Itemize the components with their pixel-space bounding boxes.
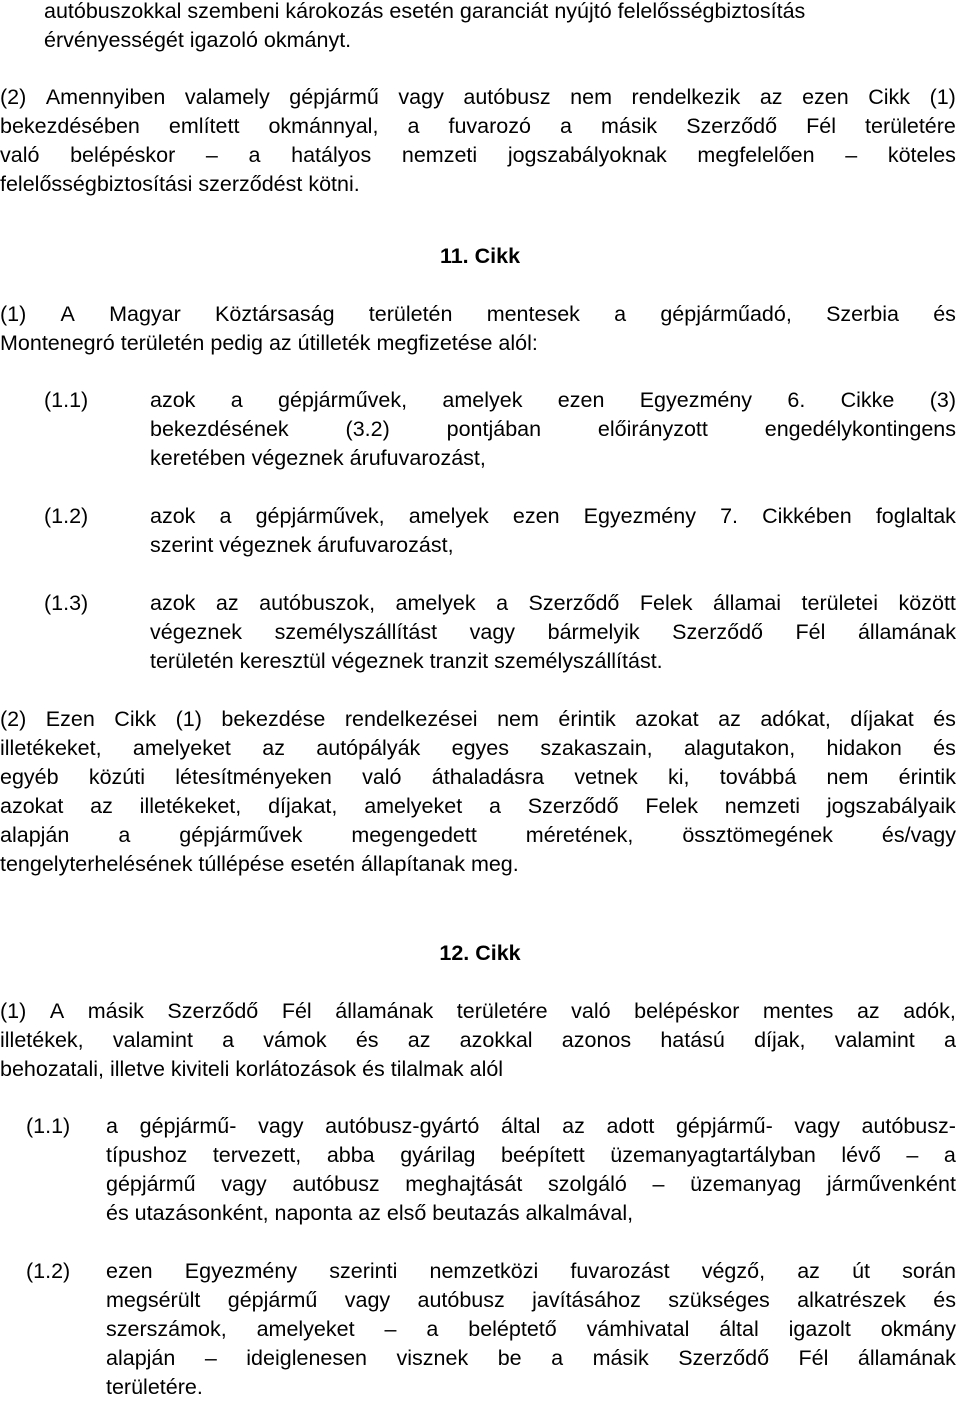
text-line: azokat az illetékeket, díjakat, amelyeket a Szerződő Felek nemzeti jogszabályaik [0, 794, 956, 818]
text-line: érvényességét igazoló okmányt. [44, 28, 352, 52]
text-line: alapján – ideiglenesen visznek be a másik Szerződő Fél államának [106, 1346, 956, 1370]
text-line: és utazásonként, naponta az első beutazás alkalmával, [106, 1201, 634, 1225]
text-line: gépjármű vagy autóbusz meghajtását szolgáló – üzemanyag járművenként [106, 1172, 956, 1196]
item-number: (1.3) [44, 591, 89, 615]
text-line: azok a gépjárművek, amelyek ezen Egyezmény 6. Cikke (3) [150, 388, 956, 412]
text-line: alapján a gépjárművek megengedett méretének, össztömegének és/vagy [0, 823, 956, 847]
text-line: bekezdésének (3.2) pontjában előirányzott engedélykontingens [150, 417, 956, 441]
text-line: tengelyterhelésének túllépése esetén állapítanak meg. [0, 852, 519, 876]
section-heading: 12. Cikk [439, 941, 521, 965]
item-number: (1.2) [26, 1259, 71, 1283]
text-line: végeznek személyszállítást vagy bármelyik Szerződő Fél államának [150, 620, 956, 644]
text-line: területén keresztül végeznek tranzit személyszállítást. [150, 649, 663, 673]
text-line: felelősségbiztosítási szerződést kötni. [0, 172, 360, 196]
text-line: való belépéskor – a hatályos nemzeti jogszabályoknak megfelelően – köteles [0, 143, 956, 167]
text-line: típushoz tervezett, abba gyárilag beépített üzemanyagtartályban lévő – a [106, 1143, 956, 1167]
item-number: (1.1) [26, 1114, 71, 1138]
text-line: illetékeket, amelyeket az autópályák egyes szakaszain, alagutakon, hidakon és [0, 736, 956, 760]
text-line: (1) A másik Szerződő Fél államának területére való belépéskor mentes az adók, [0, 999, 956, 1023]
text-line: szerszámok, amelyeket – a beléptető vámhivatal által igazolt okmány [106, 1317, 956, 1341]
text-line: bekezdésében említett okmánnyal, a fuvarozó a másik Szerződő Fél területére [0, 114, 956, 138]
item-number: (1.1) [44, 388, 89, 412]
text-line: illetékek, valamint a vámok és az azokkal azonos hatású díjak, valamint a [0, 1028, 956, 1052]
text-line: (2) Amennyiben valamely gépjármű vagy autóbusz nem rendelkezik az ezen Cikk (1) [0, 85, 956, 109]
text-line: egyéb közúti létesítményeken való áthaladásra vetnek ki, továbbá nem érintik [0, 765, 956, 789]
text-line: megsérült gépjármű vagy autóbusz javításához szükséges alkatrészek és [106, 1288, 956, 1312]
text-line: szerint végeznek árufuvarozást, [150, 533, 454, 557]
text-line: Montenegró területén pedig az útilleték megfizetése alól: [0, 331, 538, 355]
text-line: területére. [106, 1375, 203, 1399]
text-line: a gépjármű- vagy autóbusz-gyártó által az adott gépjármű- vagy autóbusz- [106, 1114, 956, 1138]
section-heading: 11. Cikk [439, 244, 521, 268]
text-line: azok a gépjárművek, amelyek ezen Egyezmény 7. Cikkében foglaltak [150, 504, 956, 528]
text-line: ezen Egyezmény szerinti nemzetközi fuvarozást végző, az út során [106, 1259, 956, 1283]
text-line: (2) Ezen Cikk (1) bekezdése rendelkezései nem érintik azokat az adókat, díjakat és [0, 707, 956, 731]
text-line: (1) A Magyar Köztársaság területén mentesek a gépjárműadó, Szerbia és [0, 302, 956, 326]
text-line: behozatali, illetve kiviteli korlátozások és tilalmak alól [0, 1057, 504, 1081]
text-line: azok az autóbuszok, amelyek a Szerződő Felek államai területei között [150, 591, 956, 615]
text-line: autóbuszokkal szembeni károkozás esetén garanciát nyújtó felelősségbiztosítás [44, 0, 806, 23]
item-number: (1.2) [44, 504, 89, 528]
text-line: keretében végeznek árufuvarozást, [150, 446, 486, 470]
